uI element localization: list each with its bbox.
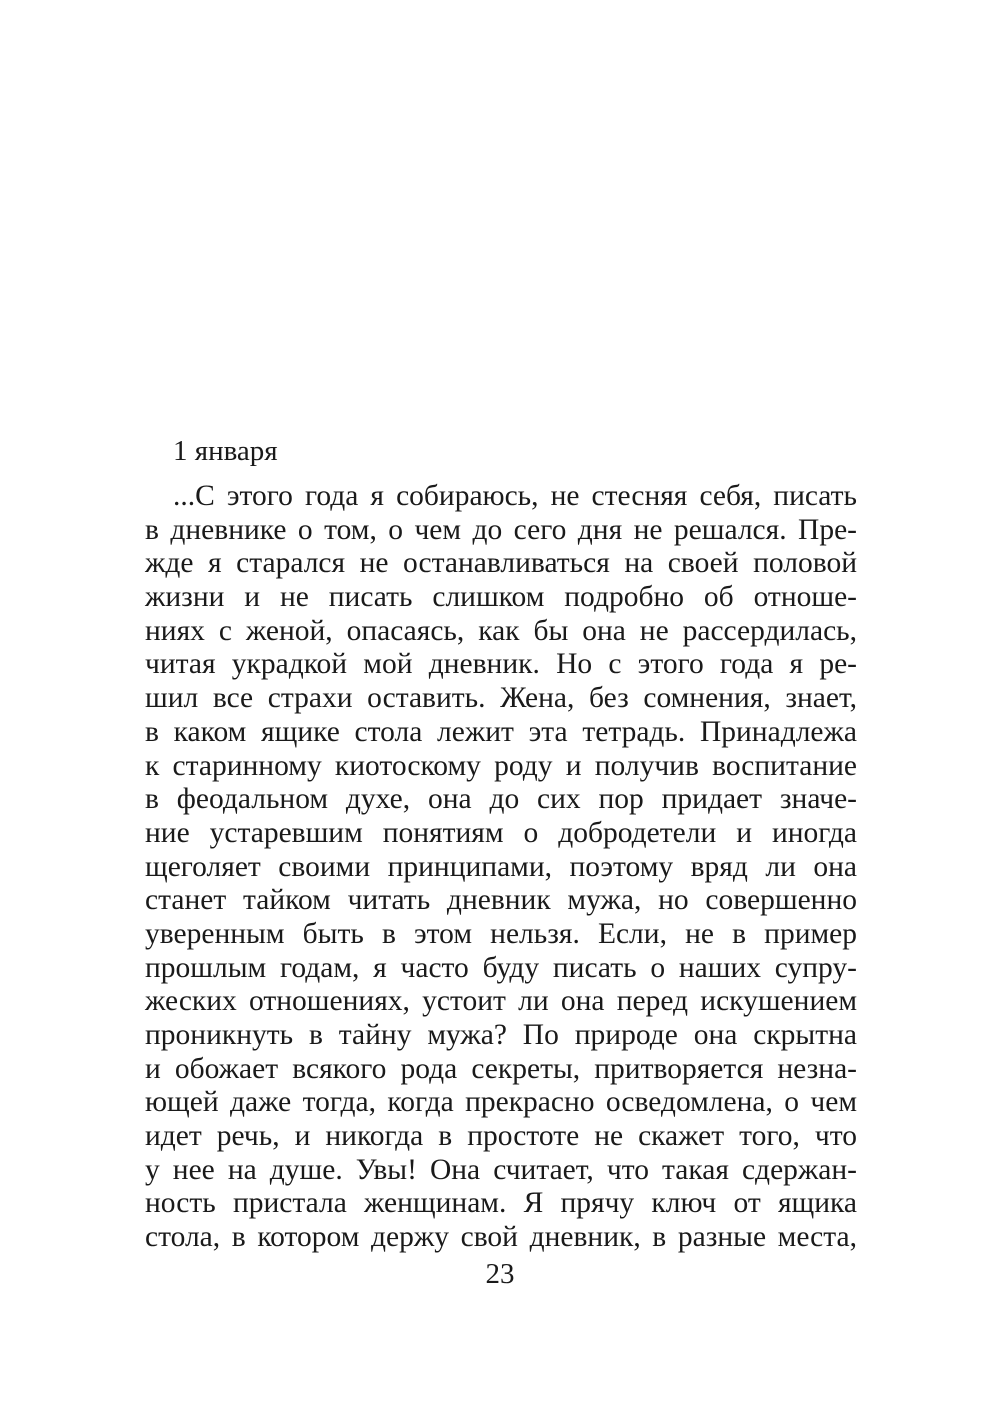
page-number: 23 [485, 1258, 515, 1290]
text-line: стола, в котором держу свой дневник, в разные места, [145, 1221, 857, 1254]
body-text [145, 480, 857, 1255]
text-line: в феодальном духе, она до сих пор придает значе- [145, 783, 857, 816]
text-line: в дневнике о том, о чем до сего дня не решался. Пре- [145, 513, 857, 546]
text-line: станет тайком читать дневник мужа, но совершенно [145, 884, 857, 917]
text-line: проникнуть в тайну мужа? По природе она скрытна [145, 1019, 857, 1051]
text-line: щеголяет своими принципами, поэтому вряд ли она [145, 850, 857, 883]
text-line: к старинному киотоскому роду и получив воспитание [145, 749, 857, 782]
text-line: ность пристала женщинам. Я прячу ключ от ящика [145, 1187, 857, 1220]
text-line: жеских отношениях, устоит ли она перед искушением [145, 985, 857, 1018]
text-line: прошлым годам, я часто буду писать о наших супру- [145, 951, 857, 984]
text-line: жде я старался не останавливаться на своей половой [145, 547, 857, 580]
text-line: ...С этого года я собираюсь, не стесняя себя, писать [173, 480, 857, 512]
text-line: ющей даже тогда, когда прекрасно осведомлена, о чем [145, 1086, 857, 1119]
text-line: идет речь, и никогда в простоте не скажет того, что [145, 1120, 857, 1153]
text-line: читая украдкой мой дневник. Но с этого года я ре- [145, 648, 857, 681]
text-line: у нее на душе. Увы! Она считает, что такая сдержан- [145, 1153, 857, 1186]
text-line: жизни и не писать слишком подробно об отноше- [145, 581, 857, 614]
text-line: уверенным быть в этом нельзя. Если, не в пример [145, 917, 857, 950]
text-line: и обожает всякого рода секреты, притворяется незна- [145, 1052, 857, 1085]
text-line: в каком ящике стола лежит эта тетрадь. Принадлежа [145, 715, 857, 748]
text-line: шил все страхи оставить. Жена, без сомнения, знает, [145, 682, 857, 715]
text-line: ние устаревшим понятиям о добродетели и иногда [145, 816, 857, 849]
diary-entry-date: 1 января [173, 435, 278, 467]
text-line: ниях с женой, опасаясь, как бы она не рассердилась, [145, 614, 857, 647]
